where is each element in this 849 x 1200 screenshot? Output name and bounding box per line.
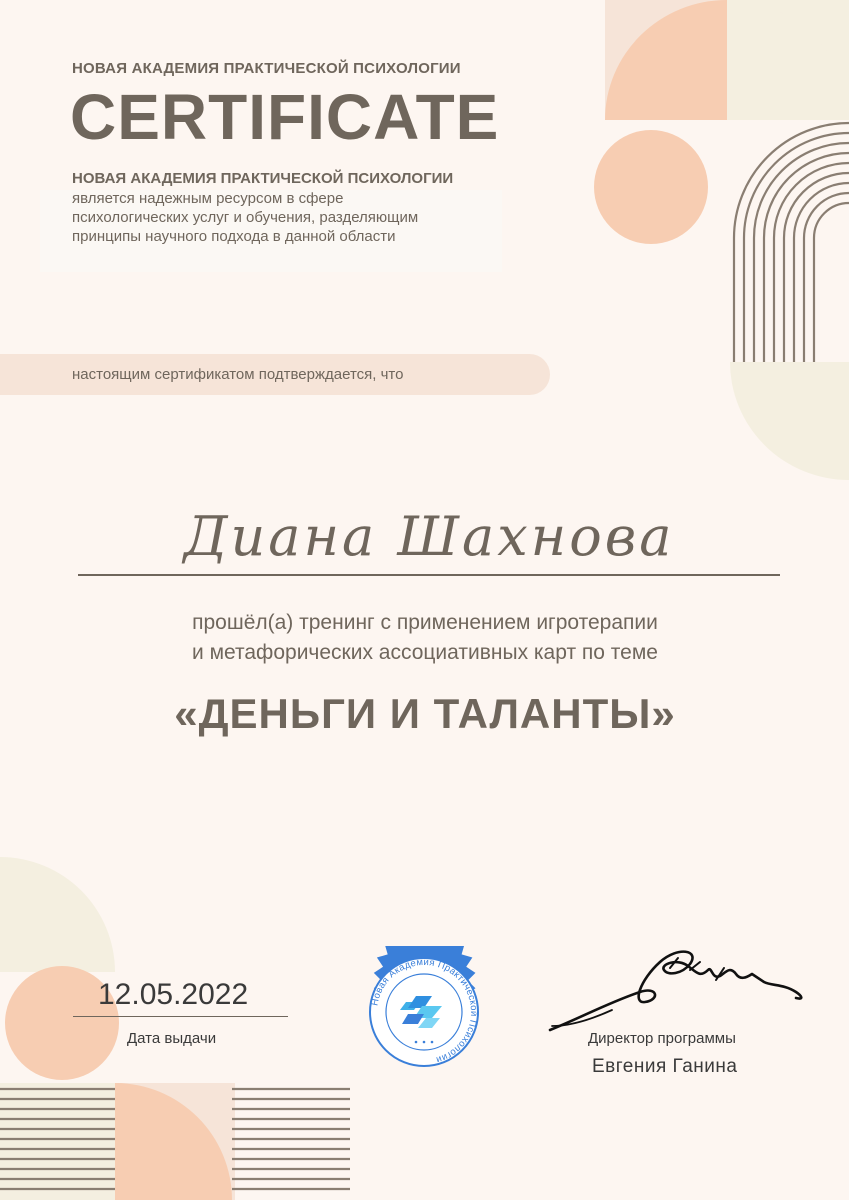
training-line: и метафорических ассоциативных карт по теме [192,641,658,664]
training-description [80,608,770,668]
intro-description [72,189,512,246]
intro-organization-name: НОВАЯ АКАДЕМИЯ ПРАКТИЧЕСКОЙ ПСИХОЛОГИИ [72,170,454,187]
arch-lines [734,123,849,362]
training-topic: «ДЕНЬГИ И ТАЛАНТЫ» [174,690,676,737]
issue-date-label: Дата выдачи [127,1030,217,1047]
intro-description-line: является надежным ресурсом в сфере [72,190,344,207]
organization-name: НОВАЯ АКАДЕМИЯ ПРАКТИЧЕСКОЙ ПСИХОЛОГИИ [72,60,461,77]
director-title: Директор программы [588,1030,736,1047]
top-peach-circle [594,130,708,244]
seal-text: Новая Академия Практической Психологии [369,956,480,1066]
seal-logo-icon [358,946,490,1078]
right-cream-quarter [730,362,849,480]
certificate-title: CERTIFICATE [70,81,500,153]
issue-date: 12.05.2022 [98,978,249,1011]
issue-date-underline [73,1016,288,1017]
recipient-underline [78,574,780,576]
bottom-left-cream-block [0,1083,115,1200]
director-name: Евгения Ганина [592,1056,738,1077]
recipient-name: Диана Шахнова [183,505,675,568]
training-line: прошёл(а) тренинг с применением игротерапии [192,611,658,634]
intro-description-line: психологических услуг и обучения, разделяющим [72,209,419,226]
bottom-left-cream-quarter [0,857,115,972]
confirmation-text: настоящим сертификатом подтверждается, что [72,366,404,383]
handwritten-signature [540,940,810,1040]
intro-description-line: принципы научного подхода в данной области [72,228,396,245]
